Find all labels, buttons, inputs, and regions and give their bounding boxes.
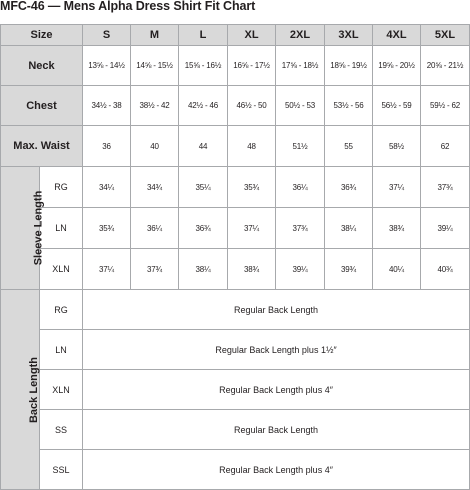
chest-value: 34½ - 38 <box>83 86 131 126</box>
sleeve-sublabel: XLN <box>40 249 83 290</box>
size-header-cell: 3XL <box>325 25 373 46</box>
chest-label: Chest <box>1 86 83 126</box>
back-row-ssl <box>1 450 470 490</box>
back-length-text: Regular Back Length plus 4″ <box>83 450 470 490</box>
sleeve-value: 40¼ <box>373 249 421 290</box>
waist-value: 36 <box>83 126 131 167</box>
waist-value: 62 <box>421 126 470 167</box>
size-header-row <box>1 25 470 46</box>
sleeve-value: 38¼ <box>325 208 373 249</box>
sleeve-value: 36¾ <box>179 208 228 249</box>
sleeve-value: 38¼ <box>179 249 228 290</box>
sleeve-value: 39¾ <box>325 249 373 290</box>
back-sublabel: LN <box>40 330 83 370</box>
neck-value: 20⅝ - 21½ <box>421 46 470 86</box>
sleeve-row-rg <box>1 167 470 208</box>
sleeve-value: 35¼ <box>179 167 228 208</box>
sleeve-value: 40¾ <box>421 249 470 290</box>
sleeve-value: 37¾ <box>276 208 325 249</box>
back-row-ln <box>1 330 470 370</box>
sleeve-value: 39¼ <box>276 249 325 290</box>
back-sublabel: RG <box>40 290 83 330</box>
sleeve-value: 39¼ <box>421 208 470 249</box>
size-header-cell: 5XL <box>421 25 470 46</box>
neck-value: 17⅝ - 18½ <box>276 46 325 86</box>
waist-value: 58½ <box>373 126 421 167</box>
neck-value: 19⅝ - 20½ <box>373 46 421 86</box>
sleeve-length-label: Sleeve Length <box>32 190 45 266</box>
back-length-text: Regular Back Length plus 1½″ <box>83 330 470 370</box>
back-row-ss <box>1 410 470 450</box>
waist-value: 40 <box>131 126 179 167</box>
waist-row <box>1 126 470 167</box>
neck-value: 16⅝ - 17½ <box>228 46 276 86</box>
fit-chart-table <box>0 24 470 490</box>
neck-row <box>1 46 470 86</box>
sleeve-value: 37¼ <box>228 208 276 249</box>
chest-value: 38½ - 42 <box>131 86 179 126</box>
sleeve-value: 37¾ <box>421 167 470 208</box>
sleeve-value: 35¾ <box>228 167 276 208</box>
neck-value: 13⅝ - 14½ <box>83 46 131 86</box>
neck-value: 15⅝ - 16½ <box>179 46 228 86</box>
size-header-cell: L <box>179 25 228 46</box>
size-header-cell: 4XL <box>373 25 421 46</box>
chest-row <box>1 86 470 126</box>
sleeve-value: 36¾ <box>325 167 373 208</box>
back-sublabel: SSL <box>40 450 83 490</box>
back-row-rg <box>1 290 470 330</box>
size-header-cell: 2XL <box>276 25 325 46</box>
chest-value: 53½ - 56 <box>325 86 373 126</box>
waist-value: 51½ <box>276 126 325 167</box>
back-length-text: Regular Back Length plus 4″ <box>83 370 470 410</box>
sleeve-value: 34¼ <box>83 167 131 208</box>
sleeve-value: 38¾ <box>373 208 421 249</box>
back-length-label-cell <box>1 290 40 490</box>
sleeve-value: 38¾ <box>228 249 276 290</box>
back-sublabel: SS <box>40 410 83 450</box>
back-sublabel: XLN <box>40 370 83 410</box>
sleeve-length-label-cell <box>1 167 45 290</box>
size-header-cell: XL <box>228 25 276 46</box>
waist-value: 48 <box>228 126 276 167</box>
chest-value: 59½ - 62 <box>421 86 470 126</box>
sleeve-value: 34¾ <box>131 167 179 208</box>
neck-label: Neck <box>1 46 83 86</box>
sleeve-sublabel: LN <box>40 208 83 249</box>
sleeve-value: 37¼ <box>83 249 131 290</box>
neck-value: 14⅝ - 15½ <box>131 46 179 86</box>
sleeve-value: 36¼ <box>276 167 325 208</box>
sleeve-value: 37¾ <box>131 249 179 290</box>
sleeve-value: 35¾ <box>83 208 131 249</box>
size-header-cell: M <box>131 25 179 46</box>
neck-value: 18⅝ - 19½ <box>325 46 373 86</box>
sleeve-row-xln <box>1 249 470 290</box>
back-length-text: Regular Back Length <box>83 410 470 450</box>
chest-value: 56½ - 59 <box>373 86 421 126</box>
back-length-label: Back Length <box>28 356 41 423</box>
max-waist-label: Max. Waist <box>1 126 83 167</box>
sleeve-value: 37¼ <box>373 167 421 208</box>
sleeve-value: 36¼ <box>131 208 179 249</box>
waist-value: 55 <box>325 126 373 167</box>
back-row-xln <box>1 370 470 410</box>
size-header-label: Size <box>1 25 83 46</box>
sleeve-row-ln <box>1 208 470 249</box>
chest-value: 46½ - 50 <box>228 86 276 126</box>
page-title: MFC-46 — Mens Alpha Dress Shirt Fit Chart <box>0 0 256 13</box>
chest-value: 42½ - 46 <box>179 86 228 126</box>
waist-value: 44 <box>179 126 228 167</box>
sleeve-sublabel: RG <box>40 167 83 208</box>
size-header-cell: S <box>83 25 131 46</box>
back-length-text: Regular Back Length <box>83 290 470 330</box>
chest-value: 50½ - 53 <box>276 86 325 126</box>
